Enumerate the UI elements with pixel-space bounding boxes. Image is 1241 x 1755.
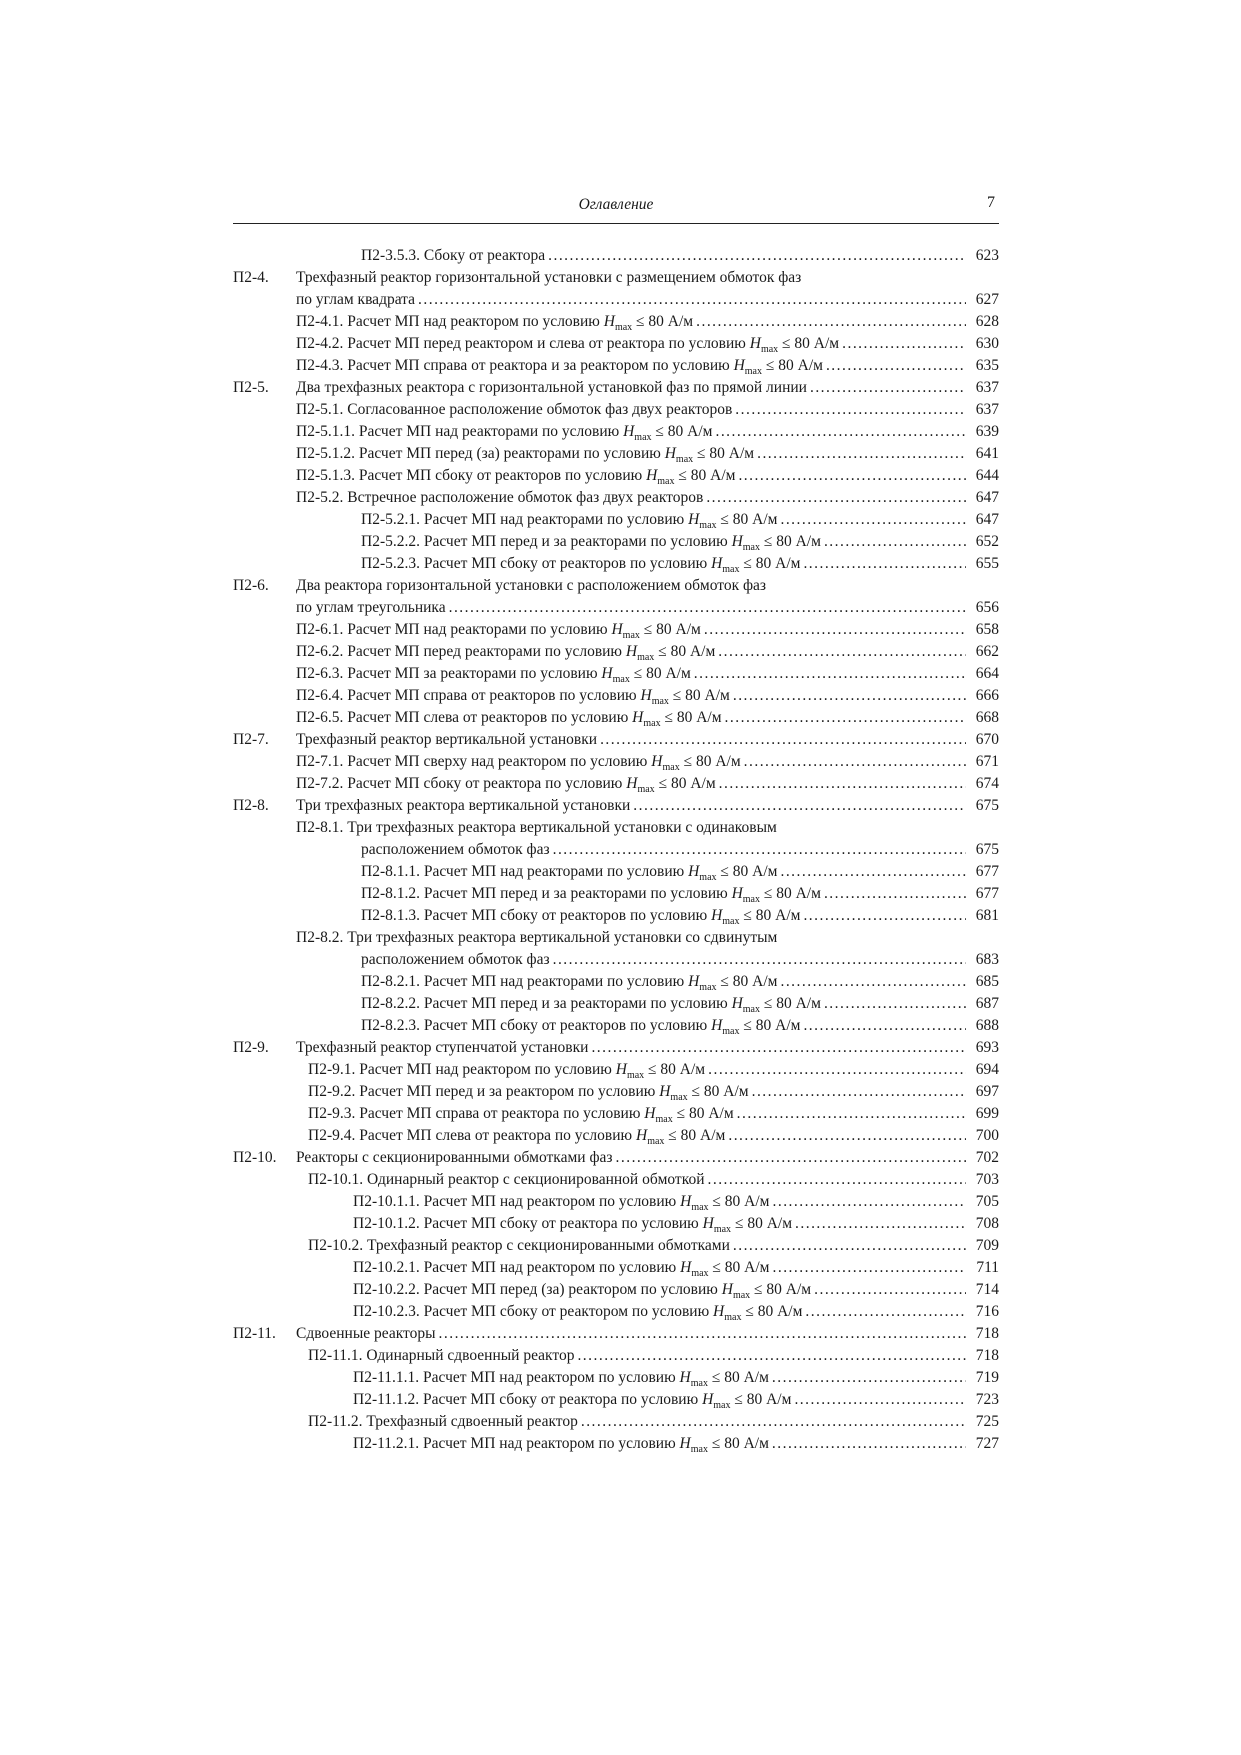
toc-entry-page: 677: [975, 885, 999, 902]
toc-entry-title: П2-8.1.2. Расчет МП перед и за реакторами по условию $H_{max} \le 80$ А/м: [361, 885, 821, 906]
toc-entry-title: по углам треугольника: [296, 599, 446, 616]
toc-leader-dots: [772, 1367, 966, 1389]
toc-leader-dots: [737, 1103, 966, 1125]
toc-entry[interactable]: [233, 1367, 999, 1389]
toc-entry-title: П2-6.2. Расчет МП перед реакторами по условию $H_{max} \le 80$ А/м: [296, 643, 716, 664]
toc-entry[interactable]: [233, 487, 999, 509]
toc-entry-title: П2-9.3. Расчет МП справа от реактора по условию $H_{max} \le 80$ А/м: [308, 1105, 734, 1126]
toc-leader-dots: [616, 1147, 966, 1169]
toc-entry[interactable]: [233, 355, 999, 377]
toc-entry[interactable]: [233, 707, 999, 729]
toc-entry-page: 644: [975, 467, 999, 484]
toc-leader-dots: [744, 751, 966, 773]
toc-entry-page: 630: [975, 335, 999, 352]
toc-entry[interactable]: [233, 839, 999, 861]
toc-leader-dots: [773, 1191, 967, 1213]
toc-entry-title: Трехфазный реактор вертикальной установки: [296, 731, 598, 748]
toc-leader-dots: [803, 1015, 966, 1037]
toc-entry-page: 694: [975, 1061, 999, 1078]
toc-entry[interactable]: [233, 553, 999, 575]
toc-entry-page: 652: [975, 533, 999, 550]
toc-entry[interactable]: [233, 685, 999, 707]
toc-entry[interactable]: [233, 663, 999, 685]
toc-entry-title: Сдвоенные реакторы: [296, 1325, 436, 1342]
toc-leader-dots: [780, 861, 966, 883]
toc-entry-title: П2-8.2.2. Расчет МП перед и за реакторами по условию $H_{max} \le 80$ А/м: [361, 995, 821, 1016]
toc-entry-page: 675: [975, 841, 999, 858]
toc-leader-dots: [824, 993, 966, 1015]
toc-entry-page: 647: [975, 511, 999, 528]
toc-entry-page: 718: [975, 1325, 999, 1342]
header-rule: [233, 223, 999, 224]
toc-leader-dots: [708, 1169, 967, 1191]
toc-leader-dots: [794, 1389, 966, 1411]
toc-entry-number: П2-11.: [233, 1325, 276, 1342]
toc-leader-dots: [757, 443, 966, 465]
toc-entry-page: 675: [975, 797, 999, 814]
toc-entry-title: П2-11.1.1. Расчет МП над реактором по условию $H_{max} \le 80$ А/м: [353, 1369, 769, 1390]
toc-entry-title: П2-5.1.2. Расчет МП перед (за) реакторами по условию $H_{max} \le 80$ А/м: [296, 445, 755, 466]
toc-entry[interactable]: [233, 1279, 999, 1301]
toc-entry-page: 700: [975, 1127, 999, 1144]
toc-leader-dots: [591, 1037, 966, 1059]
toc-entry[interactable]: [233, 1257, 999, 1279]
toc-leader-dots: [706, 487, 966, 509]
toc-entry-page: 699: [975, 1105, 999, 1122]
toc-entry[interactable]: [233, 1411, 999, 1433]
toc-entry-title: П2-4.3. Расчет МП справа от реактора и за реактором по условию $H_{max} \le 80$ А/м: [296, 357, 823, 378]
toc-entry-title: Реакторы с секционированными обмотками фаз: [296, 1149, 613, 1166]
toc-entry[interactable]: [233, 1345, 999, 1367]
toc-leader-dots: [752, 1081, 966, 1103]
toc-entry[interactable]: [233, 399, 999, 421]
toc-entry-title: П2-5.1.1. Расчет МП над реакторами по условию $H_{max} \le 80$ А/м: [296, 423, 713, 444]
toc-entry-title: П2-6.3. Расчет МП за реакторами по условию $H_{max} \le 80$ А/м: [296, 665, 691, 686]
toc-entry-page: 687: [975, 995, 999, 1012]
toc-entry-page: 703: [975, 1171, 999, 1188]
toc-entry-page: 718: [975, 1347, 999, 1364]
toc-entry-number: П2-9.: [233, 1039, 269, 1056]
toc-entry[interactable]: [233, 531, 999, 553]
toc-entry[interactable]: [233, 333, 999, 355]
toc-entry[interactable]: [233, 377, 999, 399]
toc-entry[interactable]: [233, 597, 999, 619]
toc-entry[interactable]: [233, 1323, 999, 1345]
toc-entry-title: П2-11.1.2. Расчет МП сбоку от реактора по условию $H_{max} \le 80$ А/м: [353, 1391, 792, 1412]
toc-entry[interactable]: [233, 1301, 999, 1323]
toc-entry-title: П2-8.1. Три трехфазных реактора вертикальной установки с одинаковым: [296, 819, 777, 836]
toc-leader-dots: [814, 1279, 966, 1301]
toc-entry-title: Трехфазный реактор горизонтальной установки с размещением обмоток фаз: [296, 269, 802, 286]
toc-entry-title: расположением обмоток фаз: [361, 951, 550, 968]
toc-leader-dots: [577, 1345, 966, 1367]
toc-entry-page: 711: [976, 1259, 999, 1276]
toc-leader-dots: [449, 597, 966, 619]
toc-entry-page: 674: [975, 775, 999, 792]
toc-entry-page: 714: [975, 1281, 999, 1298]
toc-entry-title: П2-5.2.1. Расчет МП над реакторами по условию $H_{max} \le 80$ А/м: [361, 511, 778, 532]
toc-leader-dots: [728, 1125, 966, 1147]
toc-leader-dots: [772, 1433, 966, 1455]
toc-leader-dots: [842, 333, 966, 355]
toc-leader-dots: [581, 1411, 966, 1433]
toc-entry-page: 719: [975, 1369, 999, 1386]
toc-leader-dots: [708, 1059, 966, 1081]
toc-entry-page: 725: [975, 1413, 999, 1430]
toc-entry-page: 627: [975, 291, 999, 308]
toc-entry[interactable]: [233, 311, 999, 333]
toc-entry[interactable]: [233, 619, 999, 641]
toc-entry-title: П2-5.2. Встречное расположение обмоток фаз двух реакторов: [296, 489, 704, 506]
toc-entry[interactable]: [233, 1015, 999, 1037]
toc-leader-dots: [600, 729, 966, 751]
toc-entry-title: Два трехфазных реактора с горизонтальной установкой фаз по прямой линии: [296, 379, 807, 396]
toc-entry-number: П2-8.: [233, 797, 269, 814]
toc-leader-dots: [548, 245, 966, 267]
toc-entry-page: 623: [975, 247, 999, 264]
toc-entry-title: П2-4.2. Расчет МП перед реактором и слева от реактора по условию $H_{max} \le 80$ А/м: [296, 335, 840, 356]
toc-entry-number: П2-5.: [233, 379, 269, 396]
toc-leader-dots: [780, 971, 966, 993]
toc-entry-page: 664: [975, 665, 999, 682]
table-of-contents: [233, 245, 999, 1455]
toc-entry[interactable]: [233, 1191, 999, 1213]
toc-leader-dots: [826, 355, 966, 377]
toc-entry-number: П2-6.: [233, 577, 269, 594]
toc-entry-number: П2-4.: [233, 269, 269, 286]
toc-leader-dots: [694, 663, 966, 685]
toc-entry-page: 637: [975, 379, 999, 396]
toc-leader-dots: [718, 641, 966, 663]
toc-entry-title: П2-9.4. Расчет МП слева от реактора по условию $H_{max} \le 80$ А/м: [308, 1127, 726, 1148]
page-number: 7: [987, 194, 995, 211]
toc-entry[interactable]: [233, 465, 999, 487]
toc-entry-page: 662: [975, 643, 999, 660]
toc-entry-title: П2-5.2.3. Расчет МП сбоку от реакторов по условию $H_{max} \le 80$ А/м: [361, 555, 801, 576]
toc-entry[interactable]: [233, 751, 999, 773]
toc-leader-dots: [633, 795, 966, 817]
toc-leader-dots: [803, 905, 966, 927]
toc-entry[interactable]: [233, 905, 999, 927]
toc-entry[interactable]: [233, 575, 999, 597]
toc-leader-dots: [704, 619, 966, 641]
toc-entry-page: 658: [975, 621, 999, 638]
toc-entry[interactable]: [233, 443, 999, 465]
toc-entry[interactable]: [233, 245, 999, 267]
toc-entry-number: П2-10.: [233, 1149, 277, 1166]
toc-entry-page: 647: [975, 489, 999, 506]
toc-entry-title: П2-3.5.3. Сбоку от реактора: [361, 247, 546, 264]
toc-entry[interactable]: [233, 1125, 999, 1147]
toc-entry[interactable]: [233, 993, 999, 1015]
toc-leader-dots: [696, 311, 966, 333]
toc-entry-title: П2-9.1. Расчет МП над реактором по условию $H_{max} \le 80$ А/м: [308, 1061, 706, 1082]
toc-leader-dots: [439, 1323, 966, 1345]
toc-entry-page: 681: [975, 907, 999, 924]
toc-entry-title: П2-4.1. Расчет МП над реактором по условию $H_{max} \le 80$ А/м: [296, 313, 694, 334]
page-header: [233, 196, 999, 220]
toc-entry-title: расположением обмоток фаз: [361, 841, 550, 858]
toc-entry-page: 677: [975, 863, 999, 880]
toc-entry-title: П2-10.2.3. Расчет МП сбоку от реактором по условию $H_{max} \le 80$ А/м: [353, 1303, 803, 1324]
toc-entry-page: 635: [975, 357, 999, 374]
toc-entry-page: 628: [975, 313, 999, 330]
toc-entry[interactable]: [233, 289, 999, 311]
toc-entry[interactable]: [233, 1213, 999, 1235]
toc-entry-page: 716: [975, 1303, 999, 1320]
toc-entry[interactable]: [233, 1433, 999, 1455]
toc-entry[interactable]: [233, 795, 999, 817]
toc-entry[interactable]: [233, 1037, 999, 1059]
toc-leader-dots: [795, 1213, 966, 1235]
toc-entry-page: 655: [975, 555, 999, 572]
toc-entry-page: 666: [975, 687, 999, 704]
toc-entry-title: П2-8.2.3. Расчет МП сбоку от реакторов по условию $H_{max} \le 80$ А/м: [361, 1017, 801, 1038]
toc-leader-dots: [824, 883, 966, 905]
toc-entry-number: П2-7.: [233, 731, 269, 748]
toc-entry-title: П2-10.2. Трехфазный реактор с секционированными обмотками: [308, 1237, 730, 1254]
toc-entry-title: П2-10.2.2. Расчет МП перед (за) реактором по условию $H_{max} \le 80$ А/м: [353, 1281, 812, 1302]
toc-entry-title: П2-5.2.2. Расчет МП перед и за реакторами по условию $H_{max} \le 80$ А/м: [361, 533, 821, 554]
toc-entry-page: 656: [975, 599, 999, 616]
toc-leader-dots: [418, 289, 966, 311]
toc-entry-title: П2-8.1.1. Расчет МП над реакторами по условию $H_{max} \le 80$ А/м: [361, 863, 778, 884]
toc-entry-title: П2-6.1. Расчет МП над реакторами по условию $H_{max} \le 80$ А/м: [296, 621, 701, 642]
toc-entry-page: 641: [975, 445, 999, 462]
toc-entry-title: Три трехфазных реактора вертикальной установки: [296, 797, 631, 814]
toc-entry-title: П2-8.2. Три трехфазных реактора вертикальной установки со сдвинутым: [296, 929, 778, 946]
toc-leader-dots: [810, 377, 966, 399]
toc-entry-page: 670: [975, 731, 999, 748]
toc-leader-dots: [553, 949, 966, 971]
toc-entry-page: 708: [975, 1215, 999, 1232]
toc-entry[interactable]: [233, 509, 999, 531]
toc-entry-page: 702: [975, 1149, 999, 1166]
toc-entry-page: 685: [975, 973, 999, 990]
toc-entry-title: П2-6.5. Расчет МП слева от реакторов по условию $H_{max} \le 80$ А/м: [296, 709, 722, 730]
toc-entry-page: 709: [975, 1237, 999, 1254]
toc-entry-title: Трехфазный реактор ступенчатой установки: [296, 1039, 589, 1056]
toc-entry-title: П2-10.1.2. Расчет МП сбоку от реактора по условию $H_{max} \le 80$ А/м: [353, 1215, 793, 1236]
toc-entry-title: по углам квадрата: [296, 291, 416, 308]
toc-entry[interactable]: [233, 1059, 999, 1081]
toc-entry-title: П2-8.1.3. Расчет МП сбоку от реакторов по условию $H_{max} \le 80$ А/м: [361, 907, 801, 928]
toc-entry-page: 668: [975, 709, 999, 726]
toc-entry-page: 637: [975, 401, 999, 418]
toc-entry[interactable]: [233, 1235, 999, 1257]
toc-entry-page: 683: [975, 951, 999, 968]
toc-entry-page: 705: [975, 1193, 999, 1210]
toc-entry[interactable]: [233, 971, 999, 993]
toc-entry[interactable]: [233, 267, 999, 289]
toc-leader-dots: [733, 1235, 966, 1257]
toc-leader-dots: [715, 421, 966, 443]
toc-leader-dots: [738, 465, 966, 487]
toc-entry[interactable]: [233, 817, 999, 839]
toc-entry-title: П2-10.2.1. Расчет МП над реактором по условию $H_{max} \le 80$ А/м: [353, 1259, 770, 1280]
toc-entry-title: П2-5.1. Согласованное расположение обмоток фаз двух реакторов: [296, 401, 733, 418]
toc-entry-title: П2-5.1.3. Расчет МП сбоку от реакторов по условию $H_{max} \le 80$ А/м: [296, 467, 736, 488]
toc-entry-page: 693: [975, 1039, 999, 1056]
toc-entry[interactable]: [233, 1103, 999, 1125]
running-title: Оглавление: [578, 196, 654, 213]
toc-entry-title: П2-9.2. Расчет МП перед и за реактором по условию $H_{max} \le 80$ А/м: [308, 1083, 749, 1104]
toc-leader-dots: [780, 509, 966, 531]
toc-entry[interactable]: [233, 1169, 999, 1191]
toc-entry[interactable]: [233, 1081, 999, 1103]
toc-entry-page: 671: [975, 753, 999, 770]
toc-leader-dots: [733, 685, 966, 707]
toc-entry-page: 727: [975, 1435, 999, 1452]
toc-entry-title: П2-8.2.1. Расчет МП над реакторами по условию $H_{max} \le 80$ А/м: [361, 973, 778, 994]
toc-entry[interactable]: [233, 729, 999, 751]
toc-entry[interactable]: [233, 949, 999, 971]
toc-entry-title: П2-10.1.1. Расчет МП над реактором по условию $H_{max} \le 80$ А/м: [353, 1193, 770, 1214]
toc-entry-title: П2-11.2.1. Расчет МП над реактором по условию $H_{max} \le 80$ А/м: [353, 1435, 769, 1456]
toc-entry-title: П2-10.1. Одинарный реактор с секционированной обмоткой: [308, 1171, 705, 1188]
toc-entry-title: П2-11.1. Одинарный сдвоенный реактор: [308, 1347, 575, 1364]
toc-entry[interactable]: [233, 773, 999, 795]
toc-entry-page: 639: [975, 423, 999, 440]
toc-leader-dots: [719, 773, 966, 795]
toc-entry[interactable]: [233, 1389, 999, 1411]
toc-leader-dots: [805, 1301, 966, 1323]
toc-leader-dots: [803, 553, 966, 575]
toc-entry-title: П2-6.4. Расчет МП справа от реакторов по условию $H_{max} \le 80$ А/м: [296, 687, 730, 708]
toc-leader-dots: [553, 839, 966, 861]
toc-leader-dots: [735, 399, 966, 421]
toc-entry-title: П2-7.2. Расчет МП сбоку от реактора по условию $H_{max} \le 80$ А/м: [296, 775, 716, 796]
toc-leader-dots: [773, 1257, 967, 1279]
toc-entry[interactable]: [233, 641, 999, 663]
toc-entry-page: 723: [975, 1391, 999, 1408]
toc-entry-title: П2-7.1. Расчет МП сверху над реактором по условию $H_{max} \le 80$ А/м: [296, 753, 741, 774]
toc-entry[interactable]: [233, 927, 999, 949]
toc-entry-page: 697: [975, 1083, 999, 1100]
toc-entry[interactable]: [233, 861, 999, 883]
toc-entry-title: Два реактора горизонтальной установки с расположением обмоток фаз: [296, 577, 767, 594]
toc-entry-page: 688: [975, 1017, 999, 1034]
toc-entry[interactable]: [233, 883, 999, 905]
toc-entry[interactable]: [233, 421, 999, 443]
toc-entry-title: П2-11.2. Трехфазный сдвоенный реактор: [308, 1413, 578, 1430]
toc-entry[interactable]: [233, 1147, 999, 1169]
toc-leader-dots: [824, 531, 966, 553]
toc-leader-dots: [725, 707, 966, 729]
